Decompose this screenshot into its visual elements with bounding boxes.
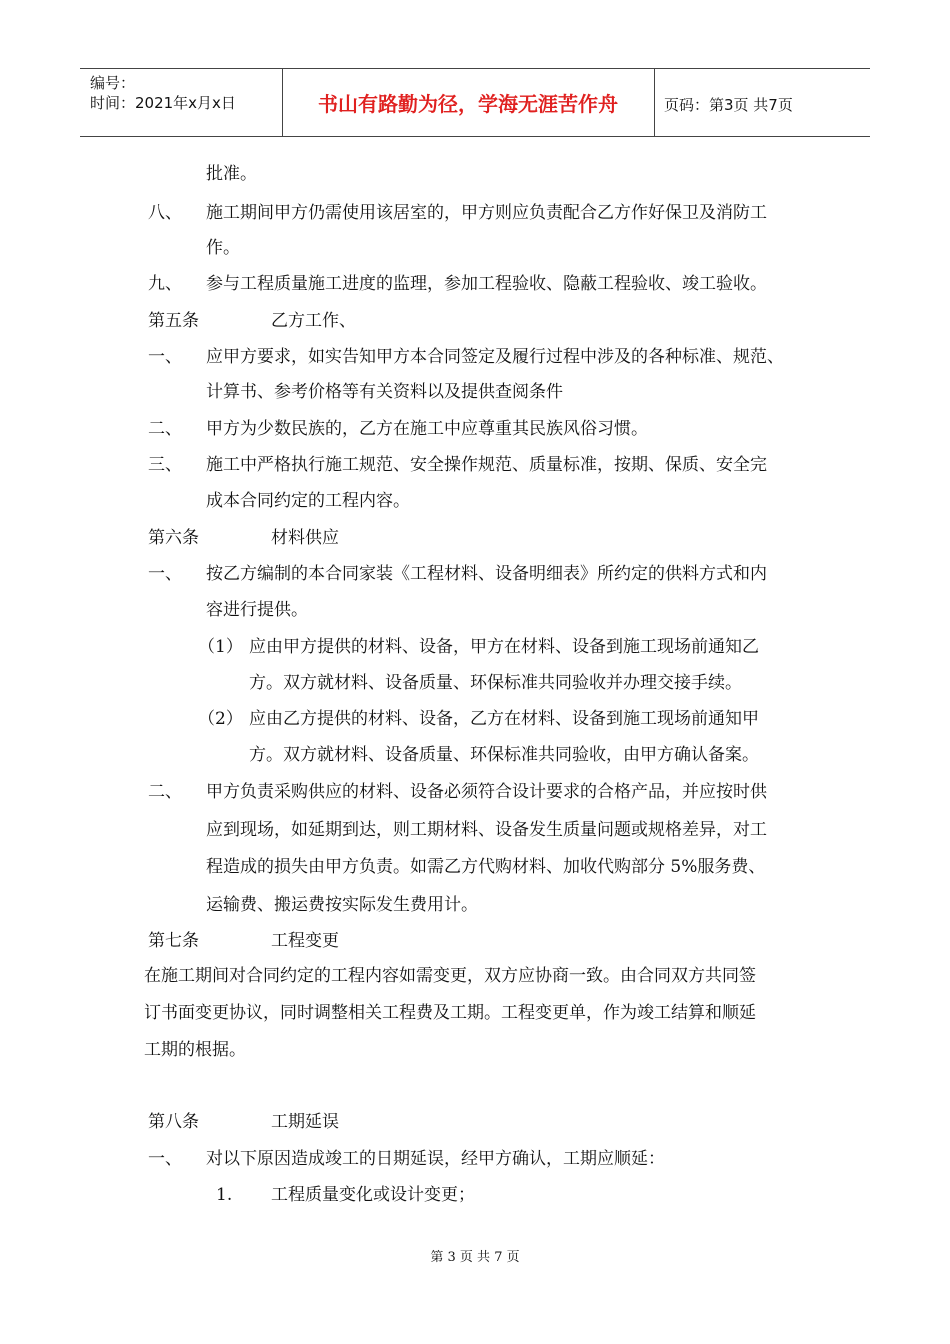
header-motto: 书山有路勤为径，学海无涯苦作舟 xyxy=(318,92,618,116)
text-line: 成本合同约定的工程内容。 xyxy=(206,491,410,511)
text-line: 对以下原因造成竣工的日期延误，经甲方确认，工期应顺延： xyxy=(206,1149,665,1169)
text-line: 计算书、参考价格等有关资料以及提供查阅条件 xyxy=(206,382,563,402)
header-page-label: 页码：第3页 共7页 xyxy=(664,96,793,114)
article-title: 工程变更 xyxy=(271,931,339,951)
text-line: 施工中严格执行施工规范、安全操作规范、质量标准，按期、保质、安全完 xyxy=(206,455,767,475)
text-line: 作。 xyxy=(206,238,240,258)
text-line: 应由乙方提供的材料、设备，乙方在材料、设备到施工现场前通知甲 xyxy=(249,709,759,729)
document-time-label: 时间：2021年x月x日 xyxy=(90,94,236,112)
item-number: 一、 xyxy=(148,564,182,584)
text-line: 容进行提供。 xyxy=(206,600,308,620)
text-line: 施工期间甲方仍需使用该居室的，甲方则应负责配合乙方作好保卫及消防工 xyxy=(206,203,767,223)
text-line: 按乙方编制的本合同家装《工程材料、设备明细表》所约定的供料方式和内 xyxy=(206,564,767,584)
article-number: 第七条 xyxy=(148,931,199,951)
text-line: 运输费、搬运费按实际发生费用计。 xyxy=(206,895,478,915)
header-top-rule xyxy=(80,68,870,69)
text-line: 应甲方要求，如实告知甲方本合同签定及履行过程中涉及的各种标准、规范、 xyxy=(206,347,784,367)
sub-item-number: （2） xyxy=(198,709,243,729)
text-line: 应到现场，如延期到达，则工期材料、设备发生质量问题或规格差异，对工 xyxy=(206,820,767,840)
sub-item-number: （1） xyxy=(198,637,243,657)
article-number: 第五条 xyxy=(148,311,199,331)
text-line: 在施工期间对合同约定的工程内容如需变更，双方应协商一致。由合同双方共同签 xyxy=(144,966,756,986)
article-title: 工期延误 xyxy=(271,1112,339,1132)
item-number: 二、 xyxy=(148,419,182,439)
text-line: 甲方负责采购供应的材料、设备必须符合设计要求的合格产品，并应按时供 xyxy=(206,782,767,802)
item-number: 二、 xyxy=(148,782,182,802)
article-title: 乙方工作、 xyxy=(271,311,356,331)
header-bottom-rule xyxy=(80,136,870,137)
text-line: 方。双方就材料、设备质量、环保标准共同验收并办理交接手续。 xyxy=(249,673,742,693)
article-number: 第八条 xyxy=(148,1112,199,1132)
article-title: 材料供应 xyxy=(271,528,339,548)
item-number: 八、 xyxy=(148,203,182,223)
header-divider-right xyxy=(654,68,655,136)
text-line: 参与工程质量施工进度的监理，参加工程验收、隐蔽工程验收、竣工验收。 xyxy=(206,274,767,294)
text-line: 方。双方就材料、设备质量、环保标准共同验收，由甲方确认备案。 xyxy=(249,745,759,765)
text-line: 工期的根据。 xyxy=(144,1040,246,1060)
sub-item-number: 1. xyxy=(216,1185,233,1205)
item-number: 一、 xyxy=(148,347,182,367)
article-number: 第六条 xyxy=(148,528,199,548)
page-footer: 第 3 页 共 7 页 xyxy=(430,1250,520,1265)
item-number: 一、 xyxy=(148,1149,182,1169)
text-line: 批准。 xyxy=(206,164,257,184)
text-line: 应由甲方提供的材料、设备，甲方在材料、设备到施工现场前通知乙 xyxy=(249,637,759,657)
document-number-label: 编号： xyxy=(90,74,136,92)
text-line: 程造成的损失由甲方负责。如需乙方代购材料、加收代购部分 5%服务费、 xyxy=(206,857,766,877)
text-line: 订书面变更协议，同时调整相关工程费及工期。工程变更单，作为竣工结算和顺延 xyxy=(144,1003,756,1023)
text-line: 工程质量变化或设计变更； xyxy=(271,1185,475,1205)
item-number: 三、 xyxy=(148,455,182,475)
text-line: 甲方为少数民族的，乙方在施工中应尊重其民族风俗习惯。 xyxy=(206,419,648,439)
item-number: 九、 xyxy=(148,274,182,294)
